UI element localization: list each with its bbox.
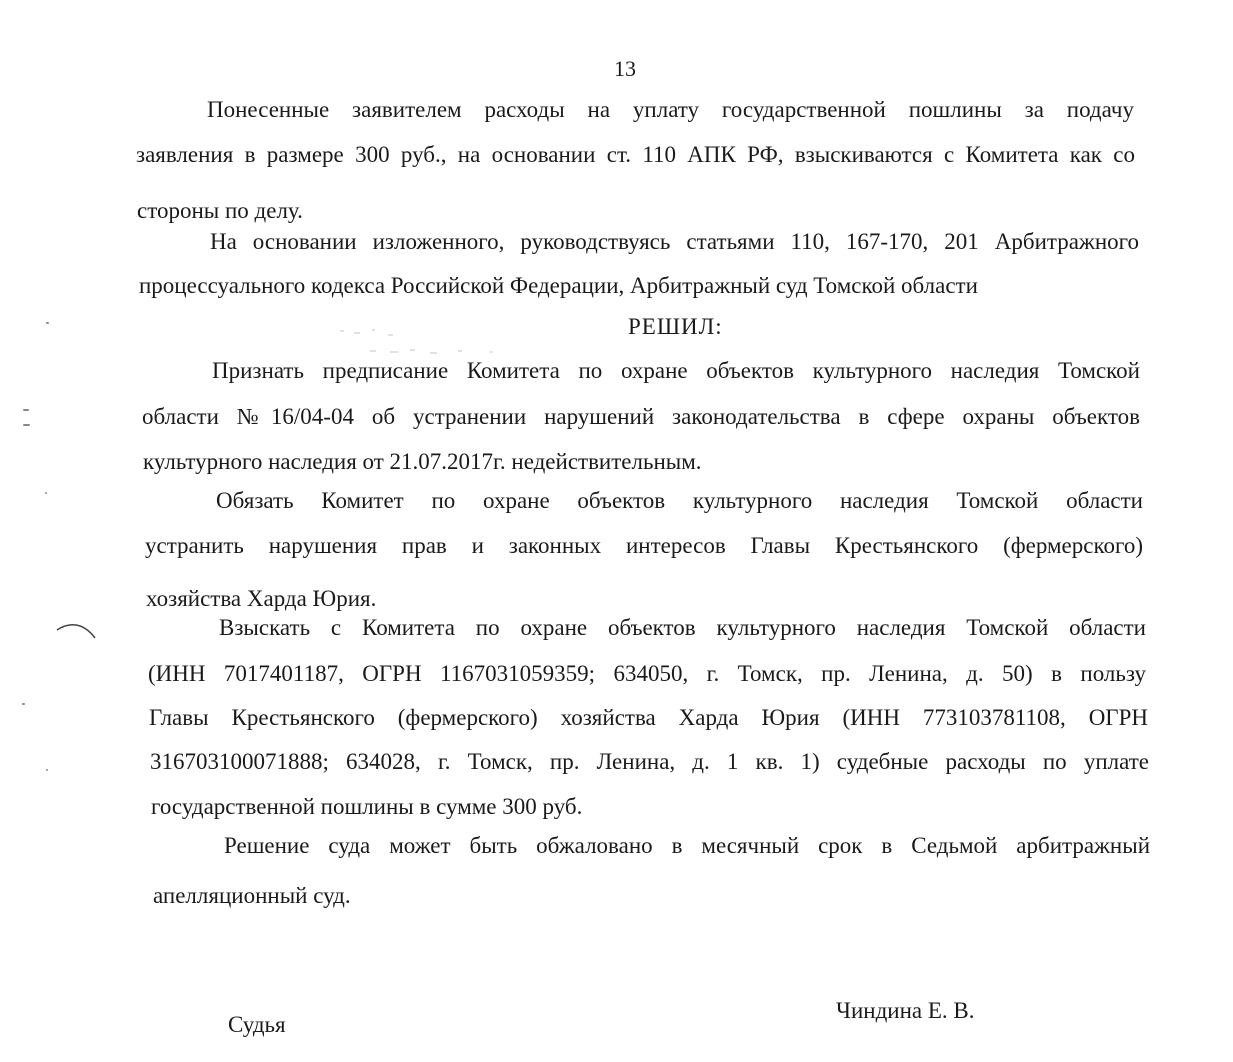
signature-title: Судья bbox=[228, 1012, 286, 1037]
paragraph-basis-line-2: процессуального кодекса Российской Федерации, Арбитражный суд Томской области bbox=[139, 273, 978, 298]
paragraph-appeal-line-2: апелляционный суд. bbox=[153, 883, 351, 908]
paragraph-appeal-line-1: Решение суда может быть обжаловано в месячный срок в Седьмой арбитражный bbox=[224, 833, 1150, 858]
paragraph-recover-line-5: государственной пошлины в сумме 300 руб. bbox=[151, 794, 583, 819]
paragraph-recognize-line-1: Признать предписание Комитета по охране объектов культурного наследия Томской bbox=[212, 358, 1140, 383]
scan-speck bbox=[46, 769, 48, 771]
paragraph-recover-line-2: (ИНН 7017401187, ОГРН 1167031059359; 634050, г. Томск, пр. Ленина, д. 50) в пользу bbox=[148, 661, 1146, 686]
paragraph-oblige-line-2: устранить нарушения прав и законных интересов Главы Крестьянского (фермерского) bbox=[145, 533, 1143, 558]
paragraph-recognize-line-2: области №16/04-04 об устранении нарушений законодательства в сфере охраны объектов bbox=[142, 404, 1140, 429]
scan-speck bbox=[23, 409, 29, 411]
paragraph-basis-line-1: На основании изложенного, руководствуясь статьями 110, 167-170, 201 Арбитражного bbox=[210, 229, 1139, 254]
paragraph-recover-line-3: Главы Крестьянского (фермерского) хозяйства Харда Юрия (ИНН 773103781108, ОГРН bbox=[149, 705, 1148, 730]
paragraph-recover-line-4: 316703100071888; 634028, г. Томск, пр. Ленина, д. 1 кв. 1) судебные расходы по уплате bbox=[150, 749, 1149, 774]
signature-name: Чиндина Е. В. bbox=[836, 998, 975, 1023]
scan-speck bbox=[23, 424, 30, 426]
paragraph-oblige-line-3: хозяйства Харда Юрия. bbox=[146, 586, 377, 611]
faint-stamp-mark bbox=[330, 320, 520, 360]
scan-speck bbox=[45, 492, 47, 494]
decision-heading: РЕШИЛ: bbox=[628, 314, 723, 339]
page-number: 13 bbox=[614, 56, 636, 81]
scan-speck bbox=[46, 322, 49, 324]
paragraph-costs-line-2: заявления в размере 300 руб., на основании ст. 110 АПК РФ, взыскиваются с Комитета как со bbox=[136, 142, 1135, 167]
paragraph-recognize-line-3: культурного наследия от 21.07.2017г. недействительным. bbox=[143, 449, 702, 474]
paragraph-costs-line-3: стороны по делу. bbox=[137, 198, 303, 223]
paragraph-oblige-line-1: Обязать Комитет по охране объектов культурного наследия Томской области bbox=[216, 488, 1143, 513]
paragraph-costs-line-1: Понесенные заявителем расходы на уплату государственной пошлины за подачу bbox=[207, 97, 1134, 122]
paragraph-recover-line-1: Взыскать с Комитета по охране объектов культурного наследия Томской области bbox=[219, 615, 1146, 640]
scan-speck bbox=[22, 703, 25, 705]
scan-curve-mark bbox=[55, 620, 100, 650]
